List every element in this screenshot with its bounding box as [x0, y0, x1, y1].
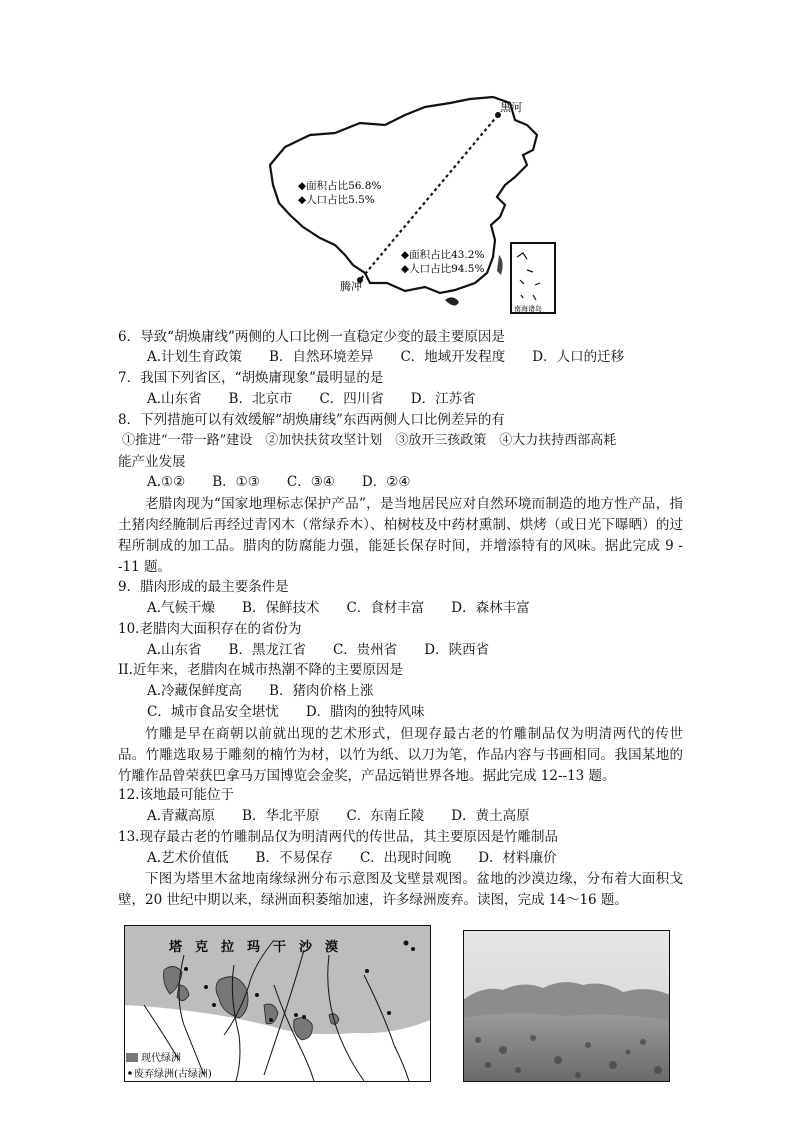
q6-options: A.计划生育政策 B．自然环境差异 C．地域开发程度 D．人口的迁移 [147, 349, 625, 365]
passage-laroumeat: 老腊肉现为“国家地理标志保护产品”，是当地居民应对自然环境而制造的地方性产品，指土猪肉经腌制后再经过青冈木（常绿乔木）、柏树枝及中药材熏制、烘烤（或日光下曝晒）的过程所制成的加工品。腊肉的防腐能力强，能延长保存时间，并增添特有的风味。据此完成 9 --11 题。 [118, 496, 683, 575]
inset-label: 南海诸岛 [514, 305, 542, 313]
west-area-label: ◆面积占比56.8% [298, 180, 382, 192]
gobi-photo-svg [463, 930, 670, 1082]
q11-options-1: A.冷藏保鲜度高 B．猪肉价格上涨 [147, 683, 374, 699]
q8-options: A.①② B．①③ C．③④ D．②④ [147, 474, 411, 490]
south-china-sea-inset [511, 243, 555, 313]
q12-stem: 12.该地最可能位于 [118, 787, 234, 803]
desert-label: 塔 克 拉 玛 干 沙 漠 [169, 940, 339, 955]
q11-options-2: C．城市食品安全堪忧 D．腊肉的独特风味 [147, 704, 425, 720]
q11-stem: II.近年来，老腊肉在城市热潮不降的主要原因是 [118, 662, 403, 678]
tengchong-label: 腾冲 [340, 280, 362, 293]
legend-modern-swatch [126, 1053, 138, 1062]
q7-stem: 7．我国下列省区，“胡焕庸现象”最明显的是 [118, 370, 384, 386]
east-area-label: ◆面积占比43.2% [401, 249, 485, 261]
east-pop-label: ◆人口占比94.5% [401, 263, 485, 275]
q7-options: A.山东省 B．北京市 C．四川省 D．江苏省 [147, 391, 476, 407]
tarim-oasis-map [124, 925, 431, 1082]
gobi-landscape-photo [463, 930, 670, 1082]
q13-options: A.艺术价值低 B．不易保存 C．出现时间晚 D．材料廉价 [147, 850, 557, 866]
china-map [265, 95, 560, 315]
legend-modern-label: 现代绿洲 [141, 1053, 181, 1064]
q6-stem: 6．导致“胡焕庸线”两侧的人口比例一直稳定少变的最主要原因是 [118, 329, 505, 345]
legend-abandoned-label: 废弃绿洲(古绿洲) [134, 1069, 212, 1080]
q8-items: ①推进“一带一路”建设 ②加快扶贫攻坚计划 ③放开三孩政策 ④大力扶持西部高耗 [122, 433, 617, 448]
q9-options: A.气候干燥 B．保鲜技术 C．食材丰富 D．森林丰富 [147, 600, 530, 616]
q12-options: A.青藏高原 B．华北平原 C．东南丘陵 D．黄土高原 [147, 808, 530, 824]
oasis-map-svg [124, 925, 431, 1082]
passage-bamboo-carving: 竹雕是早在商朝以前就出现的艺术形式，但现存最古老的竹雕制品仅为明清两代的传世品。竹雕选取易于雕刻的楠竹为材，以竹为纸、以刀为笔，作品内容与书画相同。我国某地的竹雕作品曾荣获巴拿马万国博览会金奖，产品远销世界各地。据此完成 12--13 题。 [118, 726, 683, 784]
q10-stem: 10.老腊肉大面积存在的省份为 [118, 621, 302, 637]
q13-stem: 13.现存最古老的竹雕制品仅为明清两代的传世品，其主要原因是竹雕制品 [118, 829, 558, 845]
q8-items-cont: 能产业发展 [118, 454, 186, 470]
china-map-figure [265, 95, 560, 315]
q8-stem: 8．下列措施可以有效缓解“胡焕庸线”东西两侧人口比例差异的有 [118, 412, 505, 428]
q9-stem: 9．腊肉形成的最主要条件是 [118, 579, 289, 595]
west-pop-label: ◆人口占比5.5% [298, 194, 375, 206]
passage-tarim: 下图为塔里木盆地南缘绿洲分布示意图及戈壁景观图。盆地的沙漠边缘，分布着大面积戈壁，20 世纪中期以来，绿洲面积萎缩加速，许多绿洲废弃。读图，完成 14～16 题。 [118, 871, 683, 908]
heihe-label: 黑河 [500, 101, 522, 114]
q10-options: A.山东省 B．黑龙江省 C．贵州省 D．陕西省 [147, 642, 490, 658]
